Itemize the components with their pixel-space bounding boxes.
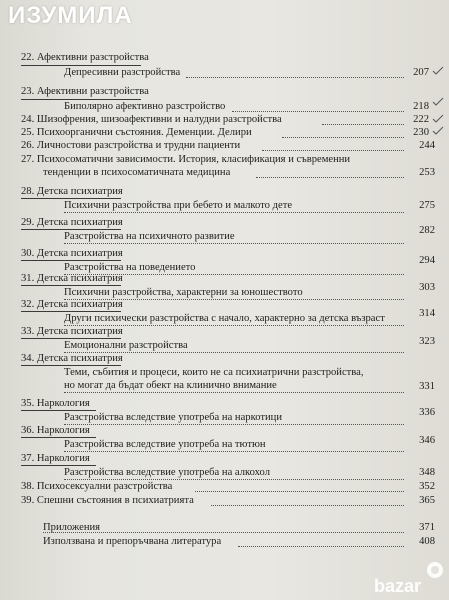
svg-text:bazar: bazar (374, 576, 422, 596)
toc-chapter-35: 35. Наркология (21, 398, 90, 409)
toc-page-25: 230 (413, 127, 429, 138)
toc-entry-27: 27. Психосоматични зависимости. История, класификация и съвременни (21, 154, 351, 165)
toc-chapter-28: 28. Детска психиатрия (21, 186, 123, 197)
toc-leader (238, 546, 404, 547)
toc-chapter-30: 30. Детска психиатрия (21, 248, 123, 259)
toc-leader (211, 505, 404, 506)
toc-chapter-37: 37. Наркология (21, 453, 90, 464)
toc-page-38: 352 (419, 481, 435, 492)
toc-page-39: 365 (419, 495, 435, 506)
toc-leader (64, 392, 404, 393)
checkmark-icon (432, 97, 444, 107)
toc-page-36: 346 (419, 435, 435, 446)
toc-leader (64, 243, 404, 244)
toc-chapter-32: 32. Детска психиатрия (21, 299, 123, 310)
toc-page-29: 282 (419, 225, 435, 236)
toc-page-24: 222 (413, 114, 429, 125)
toc-leader (195, 491, 404, 492)
toc-leader (64, 212, 404, 213)
toc-entry-literature: Използвана и препоръчвана литература (43, 536, 222, 547)
toc-chapter-22: 22. Афективни разстройства (21, 52, 149, 63)
toc-page-37: 348 (419, 467, 435, 478)
toc-page-33: 323 (419, 336, 435, 347)
toc-leader (232, 111, 404, 112)
toc-entry-36: Разстройства вследствие употреба на тютюн (64, 439, 266, 450)
toc-page-28: 275 (419, 200, 435, 211)
toc-entry-23: Биполярно афективно разстройство (64, 101, 226, 112)
checkmark-icon (432, 66, 444, 76)
toc-entry-31: Психични разстройства, характерни за юношеството (64, 287, 303, 298)
toc-chapter-36: 36. Наркология (21, 425, 90, 436)
toc-page-22: 207 (413, 67, 429, 78)
checkmark-icon (432, 126, 444, 136)
toc-entry-35: Разстройства вследствие употреба на наркотици (64, 412, 282, 423)
watermark: ИЗУМИЛА (8, 2, 133, 29)
toc-page-appendices: 371 (419, 522, 435, 533)
toc-entry-34-cont: но могат да бъдат обект на клинично внимание (64, 380, 277, 391)
toc-chapter-34: 34. Детска психиатрия (21, 353, 123, 364)
toc-page-32: 314 (419, 308, 435, 319)
toc-entry-33: Емоционални разстройства (64, 340, 188, 351)
toc-entry-27-cont: тенденции в психосоматичната медицина (43, 167, 231, 178)
toc-page-literature: 408 (419, 536, 435, 547)
toc-page-26: 244 (419, 140, 435, 151)
bazar-logo-icon (372, 558, 446, 598)
toc-entry-34: Теми, събития и процеси, които не са психиатрични разстройства, (64, 367, 364, 378)
toc-page-23: 218 (413, 101, 429, 112)
toc-leader (282, 137, 404, 138)
toc-leader (43, 532, 404, 533)
checkmark-icon (432, 114, 444, 124)
toc-leader (322, 124, 404, 125)
toc-leader (256, 177, 404, 178)
toc-chapter-23: 23. Афективни разстройства (21, 86, 149, 97)
toc-page-34: 331 (419, 381, 435, 392)
toc-leader (186, 77, 404, 78)
toc-entry-29: Разстройства на психичното развитие (64, 231, 235, 242)
toc-entry-39: 39. Спешни състояния в психиатрията (21, 495, 194, 506)
toc-page-31: 303 (419, 282, 435, 293)
toc-entry-25: 25. Психоорганични състояния. Деменции. Делири (21, 127, 252, 138)
toc-entry-30: Разстройства на поведението (64, 262, 196, 273)
toc-entry-37: Разстройства вследствие употреба на алкохол (64, 467, 270, 478)
toc-page-35: 336 (419, 407, 435, 418)
toc-chapter-33: 33. Детска психиатрия (21, 326, 123, 337)
toc-entry-24: 24. Шизофрения, шизоафективни и налудни разстройства (21, 114, 282, 125)
toc-entry-28: Психични разстройства при бебето и малкото дете (64, 200, 293, 211)
toc-chapter-29: 29. Детска психиатрия (21, 217, 123, 228)
toc-entry-38: 38. Психосексуални разстройства (21, 481, 173, 492)
toc-entry-32: Други психически разстройства с начало, характерно за детска възраст (64, 313, 385, 324)
toc-entry-22: Депресивни разстройства (64, 67, 181, 78)
toc-entry-26: 26. Личностови разстройства и трудни пациенти (21, 140, 241, 151)
toc-entry-appendices: Приложения (43, 522, 101, 533)
toc-page-27: 253 (419, 167, 435, 178)
toc-leader (64, 424, 404, 425)
toc-leader (262, 150, 404, 151)
toc-leader (64, 451, 404, 452)
toc-page-30: 294 (419, 255, 435, 266)
toc-chapter-31: 31. Детска психиатрия (21, 273, 123, 284)
